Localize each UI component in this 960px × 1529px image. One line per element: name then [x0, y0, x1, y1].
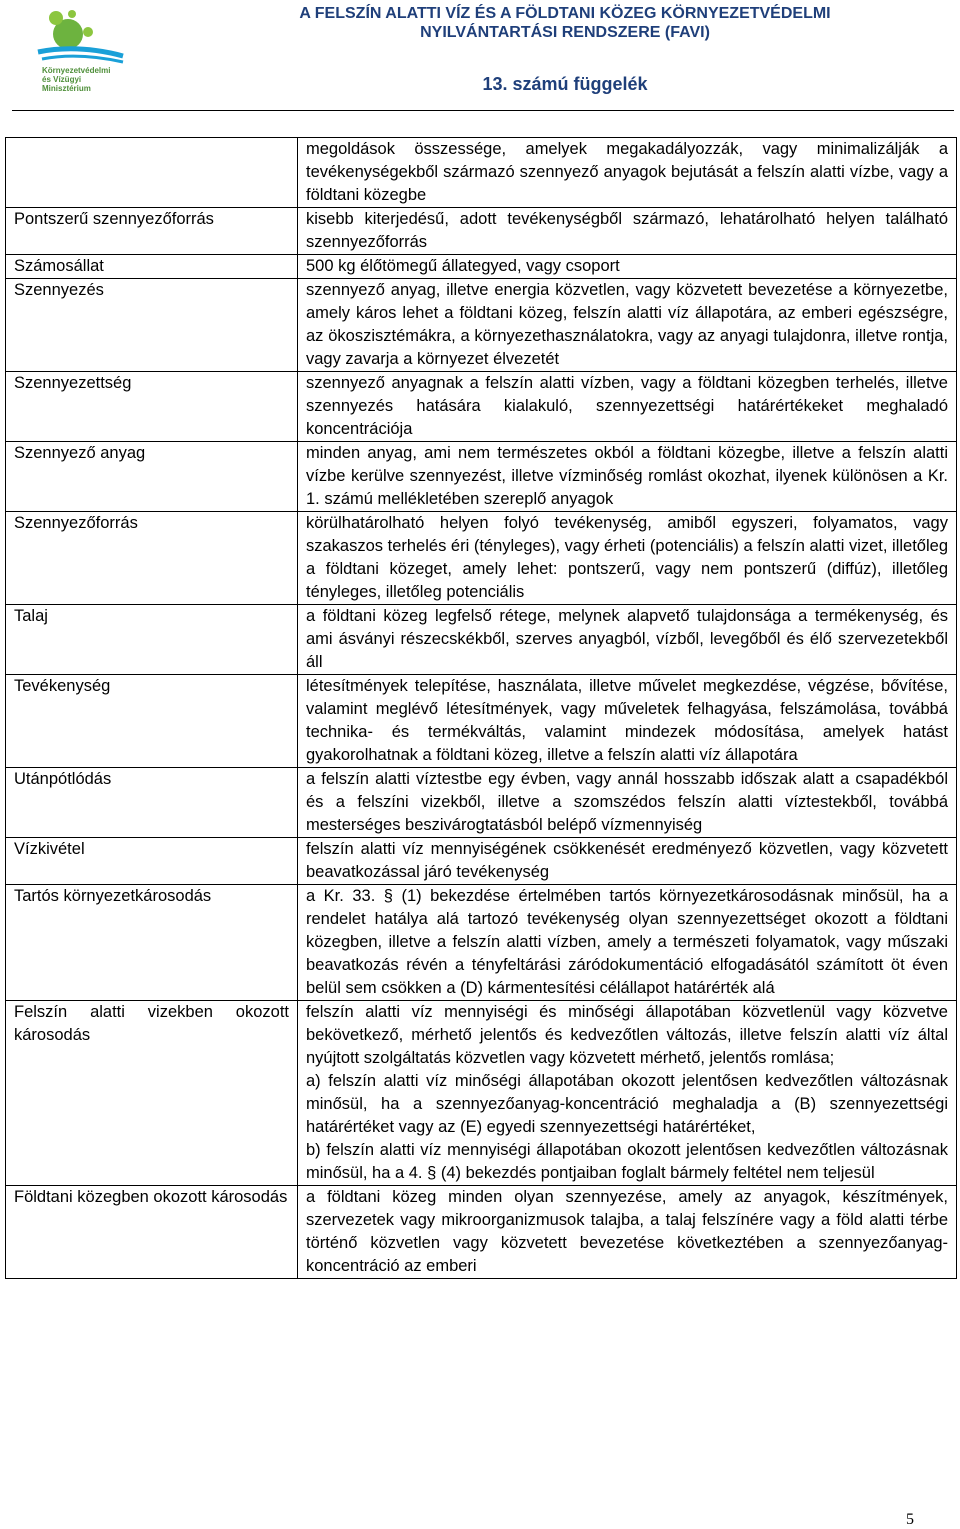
glossary-definition	[298, 1186, 957, 1279]
definition-paragraph: felszín alatti víz mennyiségi és minőségi állapotában közvetlenül vagy közvetve bekövetkező, mérhető jelentős és kedvezőtlen változás, illetve felszín alatti víz által nyújtott szolgáltatás közvetlen vagy közvetett mérhető, jelentős romlása;	[306, 1003, 948, 1067]
page-number: 5	[906, 1511, 914, 1528]
glossary-definition	[298, 512, 957, 605]
glossary-term: Tartós környezetkárosodás	[6, 885, 298, 1001]
table-row	[6, 512, 957, 605]
glossary-definition	[298, 605, 957, 675]
glossary-term: Talaj	[6, 605, 298, 675]
table-row	[6, 885, 957, 1001]
glossary-term: Felszín alatti vizekben okozott károsodás	[6, 1001, 298, 1186]
glossary-term: Szennyezés	[6, 279, 298, 372]
table-row	[6, 279, 957, 372]
document-title-line2: NYILVÁNTARTÁSI RENDSZERE (FAVI)	[420, 24, 710, 41]
table-row	[6, 255, 957, 279]
definition-paragraph: a Kr. 33. § (1) bekezdése értelmében tartós környezetkárosodásnak minősül, ha a rendelet hatálya alá tartozó tevékenység olyan szennyezettséget okozott a földtani közegben, illetve a felszín alatti vízben, amely a természeti folyamatok, vagy műszaki beavatkozás révén a tényfeltárási záródokumentáció elfogadásától számított öt éven belül sem csökken a (D) kármentesítési célállapot határérték alá	[306, 887, 948, 997]
glossary-definition	[298, 442, 957, 512]
glossary-term: Tevékenység	[6, 675, 298, 768]
glossary-definition	[298, 372, 957, 442]
glossary-term: Számosállat	[6, 255, 298, 279]
definition-paragraph: körülhatárolható helyen folyó tevékenység, amiből egyszeri, folyamatos, vagy szakaszos terhelés éri (tényleges), vagy érheti (potenciális) a felszín alatti vizet, illetőleg a földtani közeget, amely lehet: pontszerű, vagy nem pontszerű (diffúz), illetőleg tényleges, illetőleg potenciális	[306, 514, 948, 601]
definition-paragraph: létesítmények telepítése, használata, illetve művelet megkezdése, végzése, bővítése, valamint meglévő létesítmények, vagy műveletek felhagyása, felszámolása, továbbá technika- és termékváltás, valamint mindezek módosítása, amelyek hatást gyakorolhatnak a földtani közeg, illetve a felszín alatti víz állapotára	[306, 677, 948, 764]
glossary-term	[6, 138, 298, 208]
table-row	[6, 768, 957, 838]
definition-paragraph: kisebb kiterjedésű, adott tevékenységből származó, lehatárolható helyen található szennyezőforrás	[306, 210, 948, 251]
definition-paragraph: b) felszín alatti víz mennyiségi állapotában okozott jelentősen kedvezőtlen változásnak minősül, ha a 4. § (4) bekezdés pontjaiban foglalt bármely feltétel nem teljesül	[306, 1141, 948, 1182]
glossary-term: Utánpótlódás	[6, 768, 298, 838]
tree-logo-icon	[28, 4, 138, 64]
glossary-definition	[298, 1001, 957, 1186]
document-title-line1: A FELSZÍN ALATTI VÍZ ÉS A FÖLDTANI KÖZEG KÖRNYEZETVÉDELMI	[299, 5, 831, 22]
definition-paragraph: a földtani közeg minden olyan szennyezése, amely az anyagok, készítmények, szervezetek vagy mikroorganizmusok talajba, a talaj felszínére vagy a föld alatti térbe történő közvetlen vagy közvetett bevezetése következtében a szennyezőanyag-koncentráció az emberi	[306, 1188, 948, 1275]
glossary-table	[5, 137, 957, 1279]
table-row	[6, 372, 957, 442]
table-row	[6, 605, 957, 675]
glossary-definition	[298, 675, 957, 768]
definition-paragraph: a földtani közeg legfelső rétege, melynek alapvető tulajdonsága a termékenység, és ami ásványi részecskékből, szerves anyagból, vízből, levegőből és élő szervezetekből áll	[306, 607, 948, 671]
glossary-term: Szennyezettség	[6, 372, 298, 442]
table-row	[6, 138, 957, 208]
glossary-term: Pontszerű szennyezőforrás	[6, 208, 298, 255]
glossary-definition	[298, 768, 957, 838]
ministry-logo	[28, 4, 138, 104]
definition-paragraph: szennyező anyag, illetve energia közvetlen, vagy közvetett bevezetése a környezetbe, amely káros lehet a földtani közeg, felszín alatti víz állapotára, az emberi egészségre, az ökoszisztémákra, a környezethasználatokra, vagy az anyagi tulajdonra, illetve rontja, vagy zavarja a környezet élvezetét	[306, 281, 948, 368]
glossary-term: Vízkivétel	[6, 838, 298, 885]
glossary-definition	[298, 279, 957, 372]
definition-paragraph: a) felszín alatti víz minőségi állapotában okozott jelentősen kedvezőtlen változásnak minősül, ha a szennyezőanyag-koncentráció meghaladja a (B) szennyezettségi határértéket vagy az (E) egyedi szennyezettségi határértéket,	[306, 1072, 948, 1136]
definition-paragraph: 500 kg élőtömegű állategyed, vagy csoport	[306, 257, 620, 275]
definition-paragraph: szennyező anyagnak a felszín alatti vízben, vagy a földtani közegben terhelés, illetve szennyezés hatására kialakuló, szennyezettségi határértékeket meghaladó koncentrációja	[306, 374, 948, 438]
table-row	[6, 1001, 957, 1186]
glossary-definition	[298, 838, 957, 885]
table-row	[6, 1186, 957, 1279]
appendix-title: 13. számú függelék	[482, 74, 648, 94]
glossary-definition	[298, 255, 957, 279]
glossary-definition	[298, 138, 957, 208]
glossary-definition	[298, 208, 957, 255]
glossary-term: Szennyező anyag	[6, 442, 298, 512]
definition-paragraph: megoldások összessége, amelyek megakadályozzák, vagy minimalizálják a tevékenységekből származó szennyező anyagok bejutását a felszín alatti vízbe, vagy a földtani közegbe	[306, 140, 948, 204]
table-row	[6, 208, 957, 255]
table-row	[6, 838, 957, 885]
glossary-term: Földtani közegben okozott károsodás	[6, 1186, 298, 1279]
definition-paragraph: minden anyag, ami nem természetes okból a földtani közegbe, illetve a felszín alatti vízbe kerülve szennyezést, illetve vízminőség romlást okozhat, ilyenek különösen a Kr. 1. számú mellékletében szereplő anyagok	[306, 444, 948, 508]
table-row	[6, 442, 957, 512]
header-divider	[12, 110, 954, 111]
table-row	[6, 675, 957, 768]
logo-text: Környezetvédelmi és Vízügyi Minisztérium	[42, 66, 111, 93]
glossary-term: Szennyezőforrás	[6, 512, 298, 605]
glossary-definition	[298, 885, 957, 1001]
definition-paragraph: a felszín alatti víztestbe egy évben, vagy annál hosszabb időszak alatt a csapadékból és a felszíni vizekből, illetve a szomszédos felszín alatti víztestekből, továbbá mesterséges beszivárogtatásból belépő vízmennyiség	[306, 770, 948, 834]
definition-paragraph: felszín alatti víz mennyiségének csökkenését eredményező közvetlen, vagy közvetett beavatkozással járó tevékenység	[306, 840, 948, 881]
